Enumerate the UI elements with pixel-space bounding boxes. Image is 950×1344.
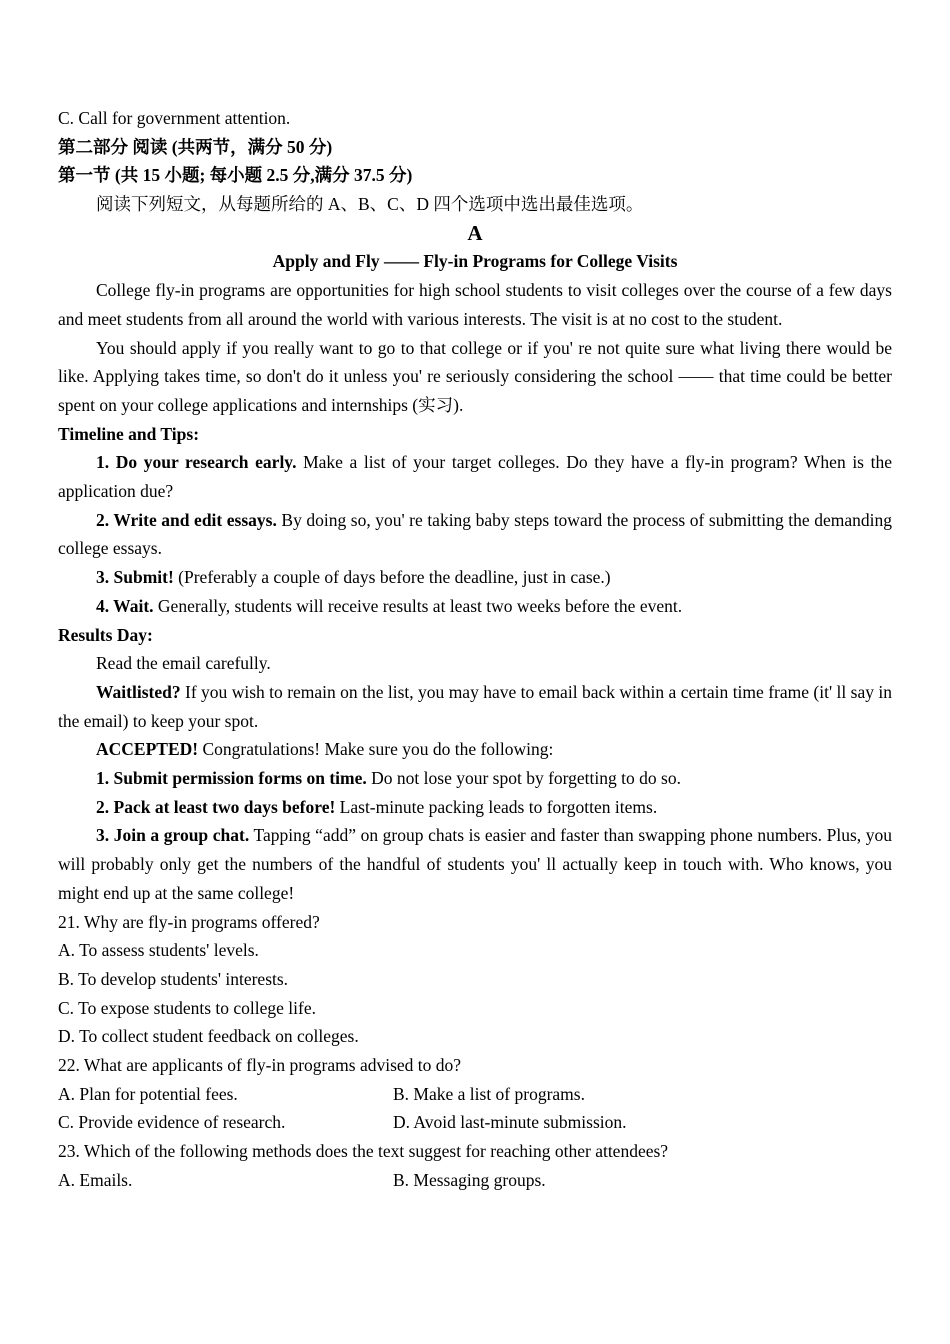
passage-letter: A: [467, 220, 483, 245]
waitlisted-paragraph: [58, 678, 892, 735]
accepted-item-text: Do not lose your spot by forgetting to do so.: [366, 768, 681, 789]
tip-item: [58, 448, 892, 505]
section-heading: 第一节 (共 15 小题; 每小题 2.5 分,满分 37.5 分): [58, 165, 413, 186]
tip-label: 2. Write and edit essays.: [96, 509, 277, 530]
results-heading: Results Day:: [58, 624, 153, 645]
tip-text: Make a list of your target colleges. Do they have a fly-in program? When is the application due?: [58, 452, 892, 502]
accepted-item: [58, 764, 892, 793]
question-22-option-c: C. Provide evidence of research.: [58, 1112, 286, 1133]
accepted-label: ACCEPTED!: [96, 739, 199, 760]
question-21-option-b: B. To develop students' interests.: [58, 968, 289, 989]
question-23-options-row-1: [58, 1166, 892, 1195]
timeline-heading: Timeline and Tips:: [58, 423, 200, 444]
accepted-item-label: 3. Join a group chat.: [96, 825, 250, 846]
tip-text: (Preferably a couple of days before the deadline, just in case.): [173, 567, 611, 588]
question-21-option-c: C. To expose students to college life.: [58, 997, 316, 1018]
question-21-stem: 21. Why are fly-in programs offered?: [58, 911, 320, 932]
passage-paragraph-2: You should apply if you really want to go to that college or if you' re not quite sure what living there would be like. Applying takes time, so don't do it unless you' re seriously considering the school —— that time could be better spent on your college applications and internships (实习).: [58, 337, 892, 415]
accepted-item-text: Last-minute packing leads to forgotten items.: [335, 796, 658, 817]
passage-paragraph-1: College fly-in programs are opportunities for high school students to visit colleges over the course of a few days and meet students from all around the world with various interests. The visit is at no cost to the student.: [58, 280, 892, 329]
tip-label: 3. Submit!: [96, 567, 174, 588]
results-read-email: Read the email carefully.: [96, 653, 271, 674]
accepted-item-label: 2. Pack at least two days before!: [96, 796, 336, 817]
accepted-item-label: 1. Submit permission forms on time.: [96, 768, 367, 789]
waitlisted-label: Waitlisted?: [96, 681, 181, 702]
question-22-options-row-2: [58, 1108, 892, 1137]
tip-item: [58, 592, 892, 621]
instruction: 阅读下列短文，从每题所给的 A、B、C、D 四个选项中选出最佳选项。: [96, 194, 644, 215]
question-22-option-b: B. Make a list of programs.: [393, 1083, 585, 1104]
accepted-paragraph: [58, 735, 892, 764]
previous-option-c: C. Call for government attention.: [58, 108, 291, 128]
question-23-stem: 23. Which of the following methods does the text suggest for reaching other attendees?: [58, 1141, 669, 1162]
tip-item: [58, 563, 892, 592]
part-heading: 第二部分 阅读 (共两节，满分 50 分): [58, 136, 333, 157]
tip-item: [58, 506, 892, 563]
accepted-item: [58, 793, 892, 822]
tip-label: 1. Do your research early.: [96, 452, 297, 473]
passage-title: Apply and Fly —— Fly-in Programs for College Visits: [272, 251, 678, 272]
exam-page: [58, 104, 892, 1194]
question-21-option-a: A. To assess students' levels.: [58, 940, 259, 961]
question-22-options-row-1: [58, 1080, 892, 1109]
question-23-option-a: A. Emails.: [58, 1169, 133, 1190]
waitlisted-text: If you wish to remain on the list, you may have to email back within a certain time frame (it' ll say in the email) to keep your spot.: [58, 681, 892, 731]
question-22-option-a: A. Plan for potential fees.: [58, 1083, 238, 1104]
tip-label: 4. Wait.: [96, 595, 154, 616]
accepted-item: [58, 821, 892, 907]
accepted-text: Congratulations! Make sure you do the following:: [198, 739, 554, 760]
question-23-option-b: B. Messaging groups.: [393, 1169, 546, 1190]
question-21-option-d: D. To collect student feedback on colleges.: [58, 1026, 359, 1047]
question-22-option-d: D. Avoid last-minute submission.: [393, 1112, 627, 1133]
tip-text: Generally, students will receive results at least two weeks before the event.: [153, 595, 683, 616]
question-22-stem: 22. What are applicants of fly-in programs advised to do?: [58, 1054, 462, 1075]
tip-text: By doing so, you' re taking baby steps toward the process of submitting the demanding college essays.: [58, 509, 892, 559]
accepted-item-text: Tapping “add” on group chats is easier and faster than swapping phone numbers. Plus, you will probably only get the numbers of the handful of students you' ll actually keep in touch with. Who knows, you might end up at the same college!: [58, 825, 892, 903]
